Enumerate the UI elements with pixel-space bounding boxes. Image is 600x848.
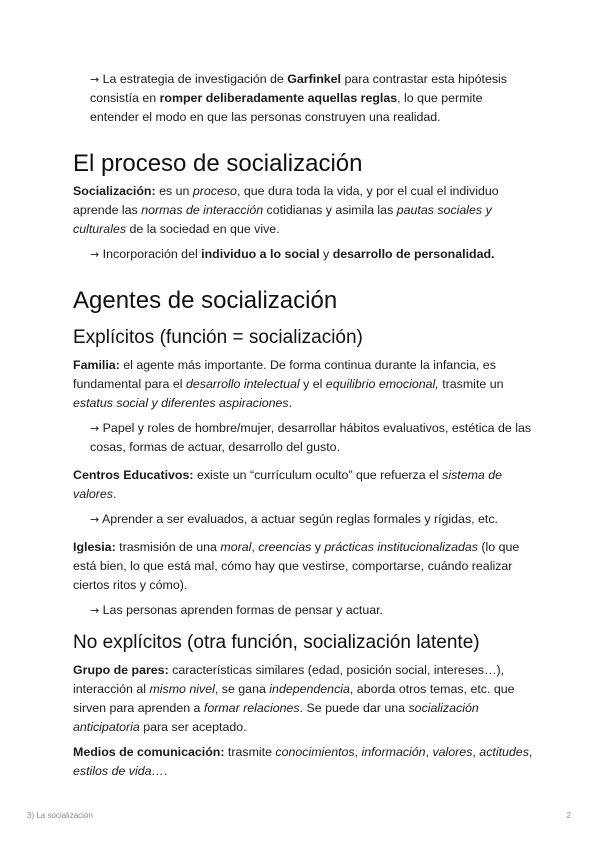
arrow-icon: → xyxy=(90,422,100,435)
page-number: 2 xyxy=(566,811,571,820)
centros-paragraph: Centros Educativos: existe un “currículum oculto” que refuerza el sistema de valores. xyxy=(73,468,503,501)
iglesia-note: → Las personas aprenden formas de pensar y actuar. xyxy=(90,603,383,617)
familia-paragraph: Familia: el agente más importante. De forma continua durante la infancia, es fundamental para el desarrollo intelectual y el equilibrio emocional, trasmite un estatus social y diferentes aspiraciones. xyxy=(73,358,504,410)
socializacion-definition: Socialización: es un proceso, que dura toda la vida, y por el cual el individuo aprende las normas de interacción cotidianas y asimila las pautas sociales y culturales de la sociedad en que vive. xyxy=(73,184,499,236)
arrow-icon: → xyxy=(90,604,100,617)
footer-title: 3) La socialización xyxy=(27,811,93,820)
heading-agentes-socializacion: Agentes de socialización xyxy=(73,287,338,314)
medios-paragraph: Medios de comunicación: trasmite conocimientos, información, valores, actitudes, estilos de vida…. xyxy=(73,745,533,778)
iglesia-paragraph: Iglesia: trasmisión de una moral, creencias y prácticas institucionalizadas (lo que está bien, lo que está mal, cómo hay que vestirse, comportarse, cuándo realizar ciertos ritos y cómo). xyxy=(73,540,520,592)
socializacion-note: → Incorporación del individuo a lo social y desarrollo de personalidad. xyxy=(90,247,495,261)
arrow-icon: → xyxy=(90,73,100,86)
garfinkel-note: → La estrategia de investigación de Garfinkel para contrastar esta hipótesis consistía en romper deliberadamente aquellas reglas, lo que permite entender el modo en que las personas construyen una realidad. xyxy=(90,72,507,124)
heading-explicitos: Explícitos (función = socialización) xyxy=(73,327,363,348)
centros-note: → Aprender a ser evaluados, a actuar según reglas formales y rígidas, etc. xyxy=(90,512,498,526)
arrow-icon: → xyxy=(90,248,100,261)
heading-no-explicitos: No explícitos (otra función, socialización latente) xyxy=(73,632,480,653)
heading-proceso-socializacion: El proceso de socialización xyxy=(73,150,363,177)
page-content xyxy=(73,70,533,787)
familia-note: → Papel y roles de hombre/mujer, desarrollar hábitos evaluativos, estética de las cosas, formas de actuar, desarrollo del gusto. xyxy=(90,421,532,454)
arrow-icon: → xyxy=(90,513,100,526)
pares-paragraph: Grupo de pares: características similares (edad, posición social, intereses…), interacción al mismo nivel, se gana independencia, aborda otros temas, etc. que sirven para aprenden a formar relaciones. Se puede dar una socialización anticipatoria para ser aceptado. xyxy=(73,663,515,734)
